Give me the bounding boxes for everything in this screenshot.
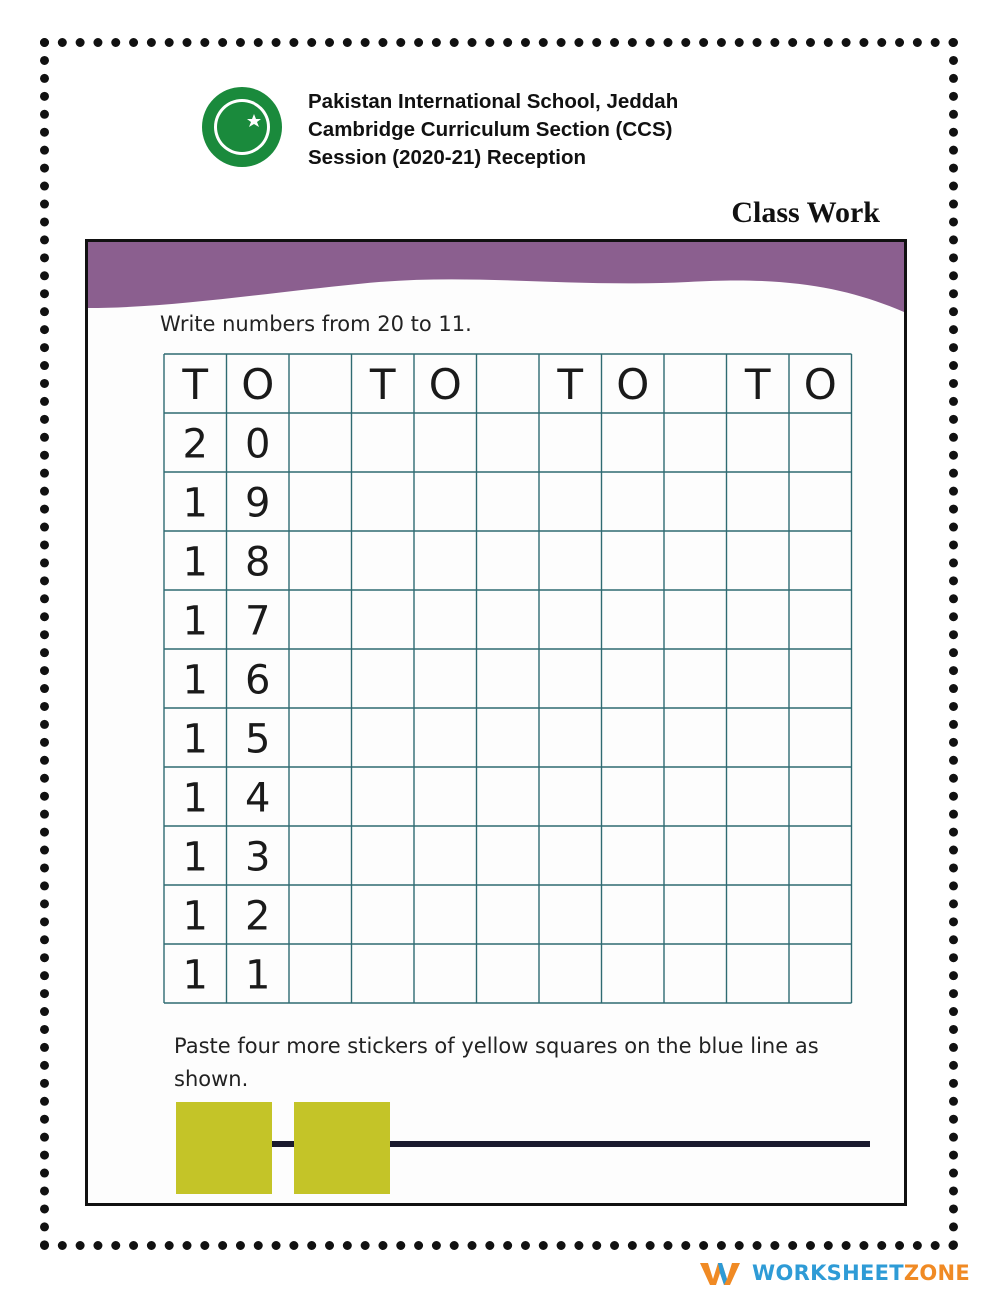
w-logo-icon (700, 1259, 740, 1287)
column-header-ones: O (803, 360, 837, 409)
prefilled-digit: 1 (245, 952, 271, 999)
prefilled-digit: 1 (182, 834, 208, 881)
prefilled-digit: 1 (182, 952, 208, 999)
prefilled-digit: 4 (245, 775, 271, 822)
prefilled-digit: 7 (245, 598, 271, 645)
number-grid (88, 242, 904, 1022)
school-name: Pakistan International School, Jeddah (308, 90, 679, 113)
prefilled-digit: 1 (182, 716, 208, 763)
school-crest-logo (194, 84, 290, 170)
yellow-sticker-2 (294, 1102, 390, 1194)
worksheetzone-text (752, 1261, 970, 1285)
column-header-ones: O (241, 360, 275, 409)
prefilled-digit: 6 (245, 657, 271, 704)
session-info: Session (2020-21) Reception (308, 146, 586, 169)
prefilled-digit: 2 (245, 893, 271, 940)
column-header-tens: T (557, 360, 584, 409)
prefilled-digit: 8 (245, 539, 271, 586)
curriculum-section: Cambridge Curriculum Section (CCS) (308, 118, 673, 141)
column-header-tens: T (369, 360, 396, 409)
prefilled-digit: 1 (182, 480, 208, 527)
prefilled-digit: 1 (182, 657, 208, 704)
instruction-write-numbers: Write numbers from 20 to 11. (160, 312, 472, 336)
prefilled-digit: 1 (182, 598, 208, 645)
prefilled-digit: 1 (182, 775, 208, 822)
prefilled-digit: 2 (182, 421, 208, 468)
prefilled-digit: 1 (182, 539, 208, 586)
yellow-sticker-1 (176, 1102, 272, 1194)
column-header-tens: T (744, 360, 771, 409)
instruction-paste-stickers: Paste four more stickers of yellow squares on the blue line as shown. (174, 1034, 819, 1091)
column-header-tens: T (182, 360, 209, 409)
worksheetzone-watermark (700, 1258, 970, 1288)
watermark-part2: ZONE (903, 1261, 971, 1285)
school-header (308, 88, 678, 172)
prefilled-digit: 9 (245, 480, 271, 527)
column-header-ones: O (616, 360, 650, 409)
watermark-part1: WORKSHEET (752, 1261, 904, 1285)
class-work-label: Class Work (731, 196, 880, 229)
prefilled-digit: 3 (245, 834, 271, 881)
prefilled-digit: 5 (245, 716, 271, 763)
prefilled-digit: 1 (182, 893, 208, 940)
worksheet-page (85, 239, 907, 1206)
column-header-ones: O (428, 360, 462, 409)
prefilled-digit: 0 (245, 421, 271, 468)
